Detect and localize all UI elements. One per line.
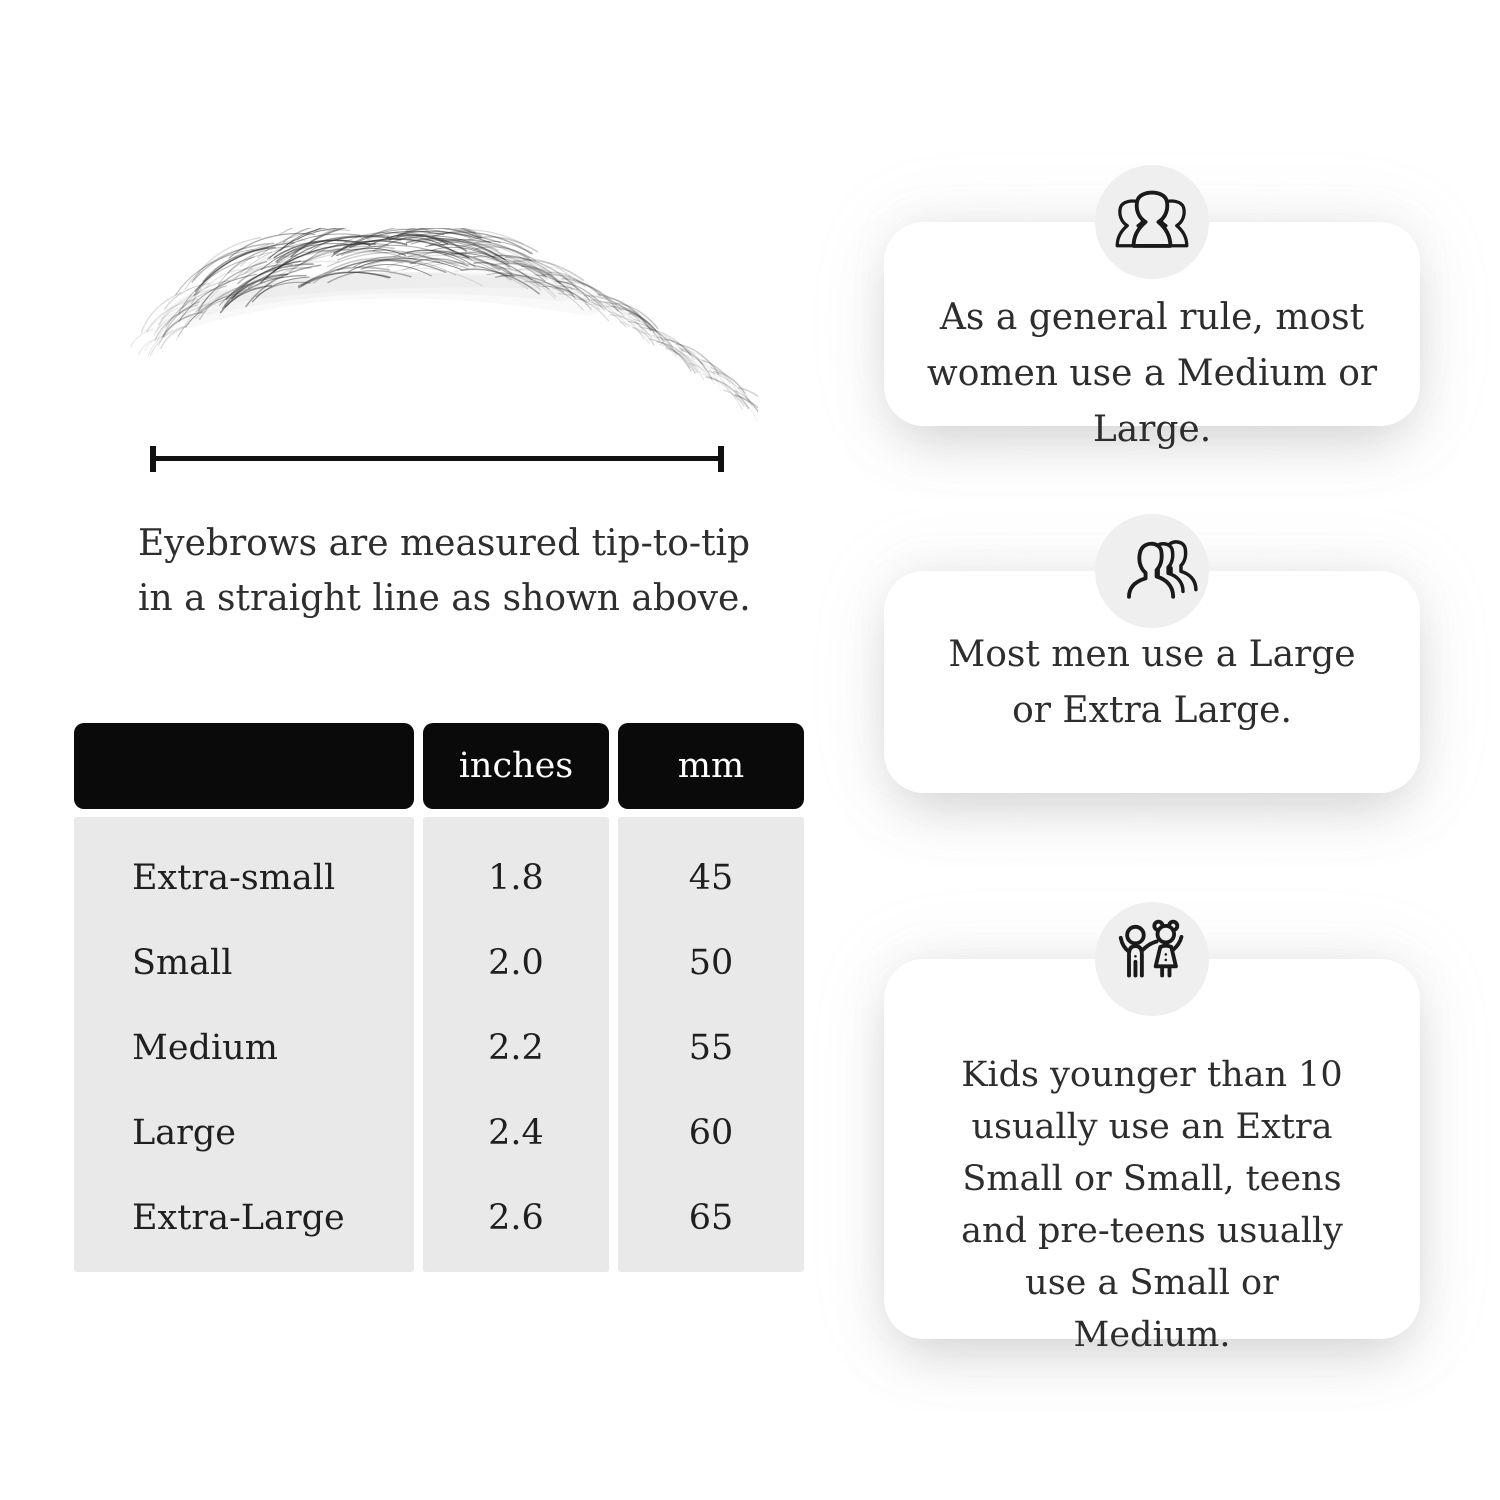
size-row-label: Medium (132, 1027, 278, 1068)
size-table-header-mm: mm (618, 723, 804, 809)
size-table-header-blank (74, 723, 414, 809)
size-row-inches: 2.4 (488, 1112, 544, 1153)
men-icon (1106, 525, 1198, 617)
card-badge (1095, 902, 1209, 1016)
size-table-label-column (74, 817, 414, 1272)
info-card-kids (884, 959, 1420, 1355)
eyebrow-illustration (122, 228, 758, 424)
card-text: As a general rule, most women use a Medium or Large. (926, 297, 1378, 450)
size-row-label: Small (132, 942, 233, 983)
card-text: Most men use a Large or Extra Large. (948, 634, 1356, 731)
info-card-men (884, 571, 1420, 793)
card-badge (1095, 514, 1209, 628)
measurement-line (152, 446, 722, 472)
card-badge (1095, 165, 1209, 279)
caption-line-1: Eyebrows are measured tip-to-tip (138, 523, 751, 564)
size-table-inches-column (423, 817, 609, 1272)
size-table-mm-column (618, 817, 804, 1272)
size-row-label: Extra-Large (132, 1197, 345, 1238)
measurement-right-cap (718, 446, 724, 472)
size-row-mm: 60 (688, 1112, 734, 1153)
size-row-label: Large (132, 1112, 236, 1153)
measurement-caption (138, 516, 788, 626)
info-card-women (884, 222, 1420, 450)
size-row-mm: 45 (688, 857, 734, 898)
size-row-mm: 65 (688, 1197, 734, 1238)
size-row-inches: 2.2 (488, 1027, 544, 1068)
women-icon (1106, 176, 1198, 268)
size-row-inches: 1.8 (488, 857, 544, 898)
kids-icon (1106, 913, 1198, 1005)
size-row-mm: 55 (688, 1027, 734, 1068)
size-row-label: Extra-small (132, 857, 336, 898)
size-row-inches: 2.6 (488, 1197, 544, 1238)
measurement-bar (152, 456, 722, 461)
size-row-mm: 50 (688, 942, 734, 983)
card-text: Kids younger than 10 usually use an Extra Small or Small, teens and pre-teens usually use a Small or Medium. (961, 1055, 1343, 1355)
caption-line-2: in a straight line as shown above. (138, 578, 751, 619)
size-table (74, 723, 804, 1272)
size-row-inches: 2.0 (488, 942, 544, 983)
size-table-header-inches: inches (423, 723, 609, 809)
eyebrow-sketch-svg (122, 228, 758, 424)
